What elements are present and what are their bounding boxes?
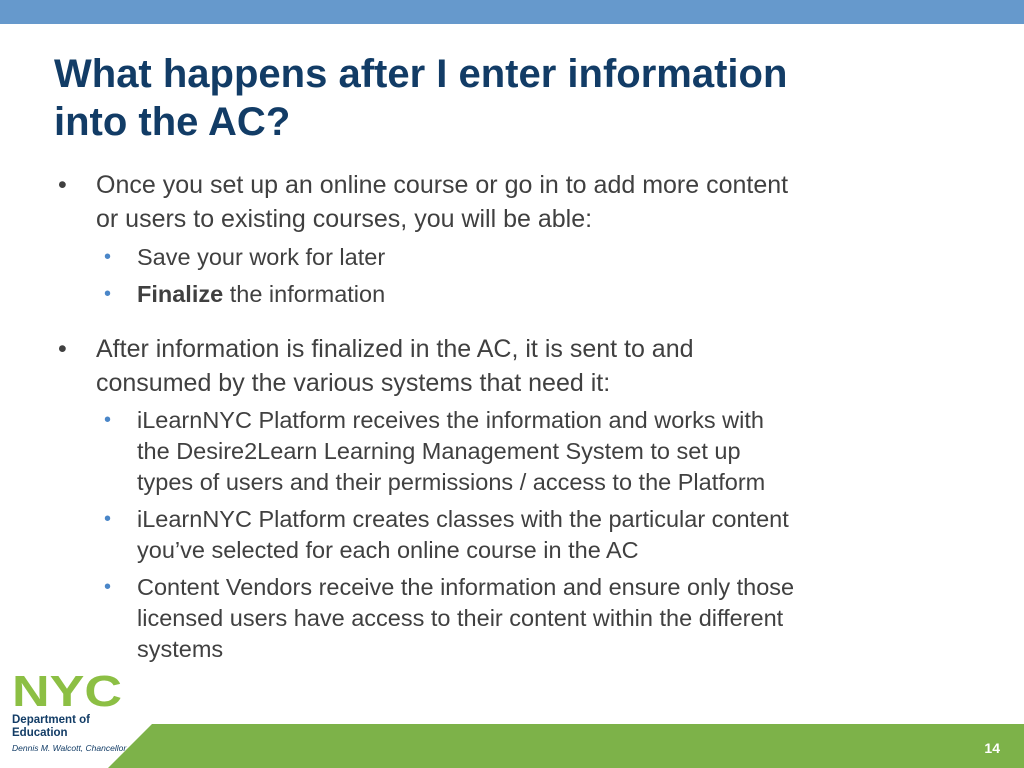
nyc-logo-mark: [12, 670, 124, 710]
slide-number: 14: [984, 740, 1000, 756]
sub-bullet-bold-text: Finalize: [137, 281, 224, 307]
title-line-1: What happens after I enter information: [54, 52, 788, 96]
sub-bullet-dot: •: [104, 409, 112, 431]
department-line-1: Department of: [12, 714, 90, 726]
sub-bullet-line: iLearnNYC Platform creates classes with the particular content: [137, 506, 789, 532]
sub-bullet-text: Save your work for later: [137, 244, 386, 270]
sub-bullet-line: systems: [137, 636, 224, 662]
bullet-1-line-1: Once you set up an online course or go in to add more content: [96, 171, 789, 199]
bullet-dot: •: [58, 171, 67, 199]
sub-bullet-line: iLearnNYC Platform receives the information and works with: [137, 407, 764, 433]
department-line-2: Education: [12, 727, 68, 739]
nyc-logo-text: NYC: [12, 670, 123, 710]
bullet-2-line-2: consumed by the various systems that need it:: [96, 369, 611, 397]
sub-bullet-dot: •: [104, 283, 112, 305]
sub-bullet-line: the Desire2Learn Learning Management System to set up: [137, 438, 741, 464]
slide-title: [54, 50, 934, 146]
top-accent-bar: [0, 0, 1024, 24]
sub-bullet-dot: •: [104, 246, 112, 268]
chancellor-name: Dennis M. Walcott, Chancellor: [12, 743, 127, 753]
title-line-2: into the AC?: [54, 100, 291, 144]
sub-bullet-line: licensed users have access to their content within the different: [137, 605, 784, 631]
department-name: [12, 714, 132, 740]
sub-bullet-dot: •: [104, 576, 112, 598]
sub-bullet-text: the information: [223, 281, 386, 307]
footer-band: [0, 724, 1024, 768]
nyc-doe-logo: [12, 670, 142, 760]
bullet-2-line-1: After information is finalized in the AC, it is sent to and: [96, 335, 694, 363]
sub-bullet-dot: •: [104, 508, 112, 530]
bullet-dot: •: [58, 335, 67, 363]
sub-bullet-line: you’ve selected for each online course in the AC: [137, 537, 639, 563]
sub-bullet-line: Content Vendors receive the information and ensure only those: [137, 574, 795, 600]
sub-bullet-line: types of users and their permissions / access to the Platform: [137, 469, 766, 495]
bullet-1-line-2: or users to existing courses, you will be able:: [96, 205, 593, 233]
